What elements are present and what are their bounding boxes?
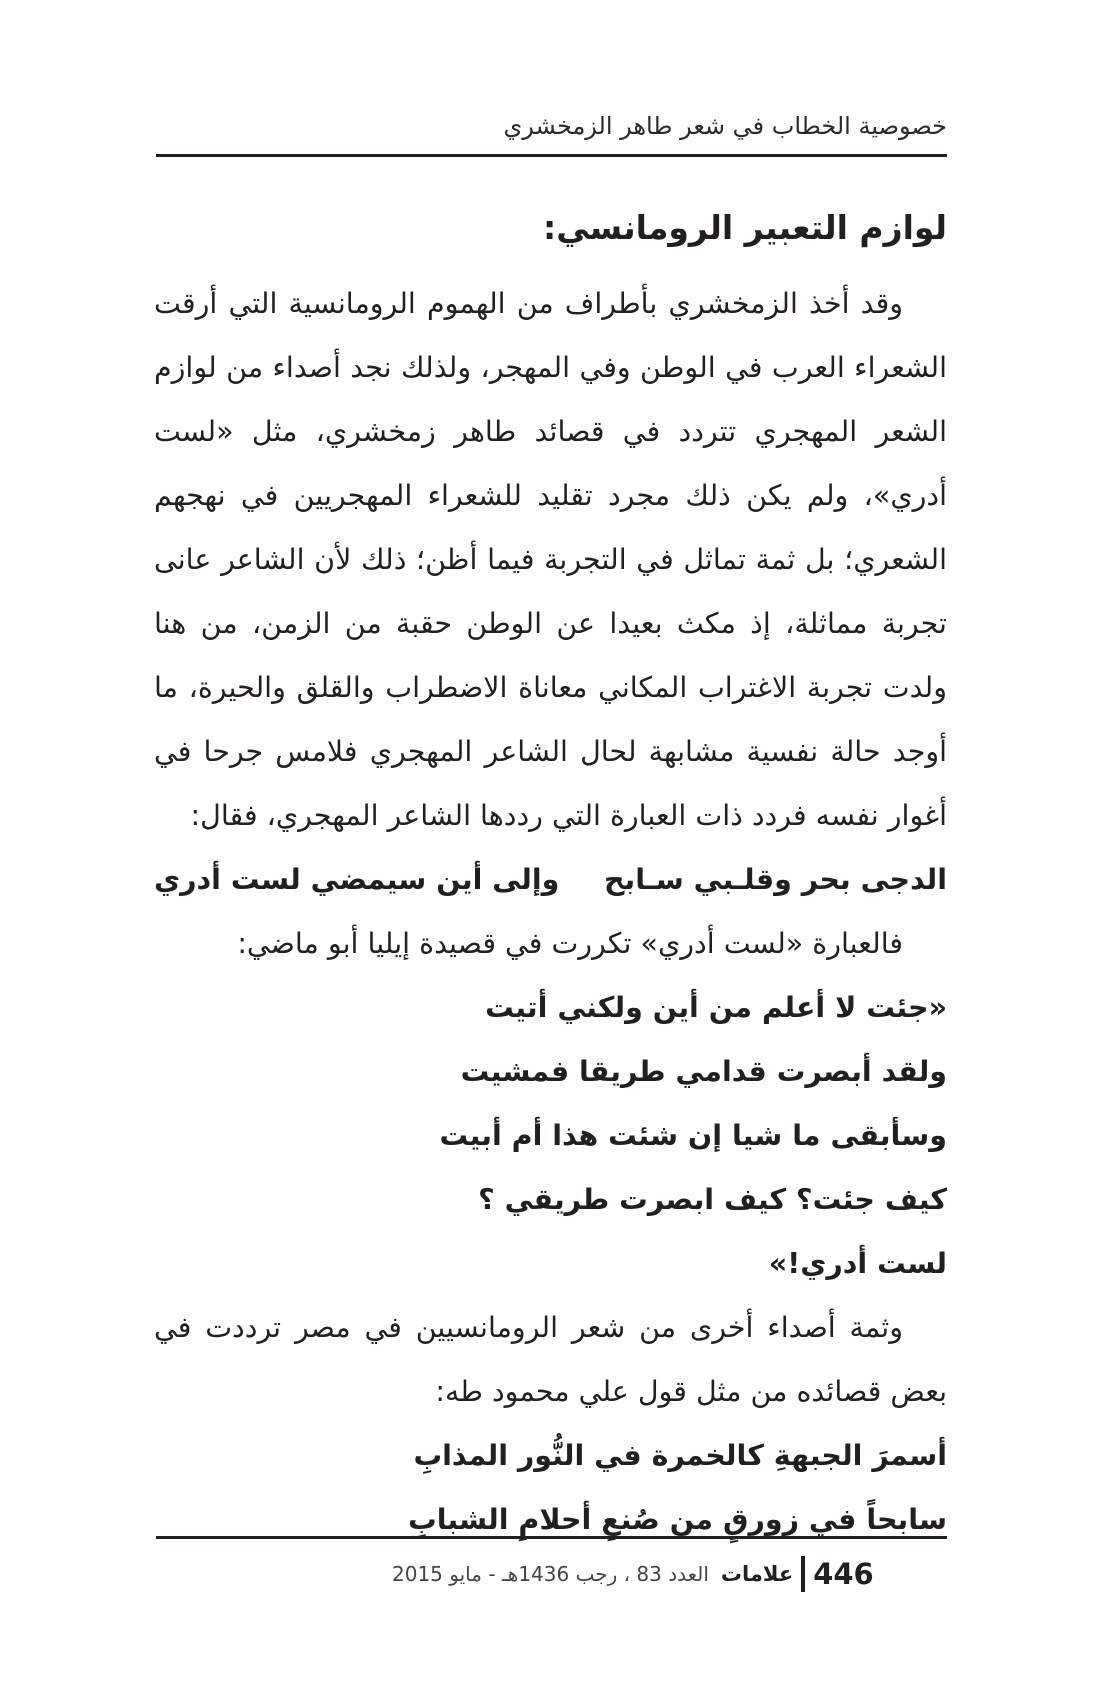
poem-line: كيف جئت؟ كيف ابصرت طريقي ؟ — [478, 1183, 947, 1216]
header-rule — [156, 154, 947, 157]
page-footer — [392, 1552, 874, 1596]
text-line: وثمة أصداء أخرى من شعر الرومانسيين في مصر ترددت في — [154, 1311, 903, 1344]
text-line: أدري»، ولم يكن ذلك مجرد تقليد للشعراء المهجريين في نهجهم — [154, 479, 947, 512]
paragraph: فالعبارة «لست أدري» تكررت في قصيدة إيليا أبو ماضي: — [237, 927, 903, 960]
article-body — [154, 272, 947, 1552]
text-line: فلامس جرحا في أغوار نفسه فردد ذات العبارة التي رددها الشاعر — [154, 735, 947, 832]
verse-line: سابحاً في زورقٍ من صُنعِ أحلامِ الشبابِ — [408, 1503, 947, 1536]
page-number: 446 — [813, 1557, 874, 1591]
section-heading: لوازم التعبير الرومانسي: — [543, 208, 947, 247]
verse-first-hemistich: الدجى بحر وقلـبي سـابح — [604, 863, 947, 896]
text-line: أرقت الشعراء العرب في الوطن وفي المهجر، ولذلك نجد أصداء من — [154, 287, 947, 384]
paragraph — [154, 1296, 947, 1424]
poem-line: «جئت لا أعلم من أين ولكني أتيت — [485, 991, 947, 1024]
text-line: وقد أخذ الزمخشري بأطراف من الهموم الرومانسية التي — [228, 287, 904, 320]
running-header: خصوصية الخطاب في شعر طاهر الزمخشري — [503, 112, 947, 140]
verse-line: أسمرَ الجبهةِ كالخمرة في النُّور المذابِ — [413, 1439, 947, 1472]
footer-divider — [801, 1556, 805, 1592]
poem-line: لست أدري!» — [768, 1247, 947, 1280]
text-line: والحيرة، ما أوجد حالة نفسية مشابهة لحال الشاعر المهجري — [154, 671, 948, 768]
text-line: لوازم الشعر المهجري تتردد في قصائد طاهر زمخشري، مثل «لست — [154, 351, 947, 448]
paragraph — [154, 272, 947, 848]
text-line: بعض قصائده من مثل قول علي محمود طه: — [435, 1375, 947, 1408]
footer-rule — [156, 1536, 947, 1539]
text-line: من هنا ولدت تجربة الاغتراب المكاني معاناة الاضطراب والقلق — [154, 607, 947, 704]
verse-couplet — [154, 848, 947, 912]
text-line: المهجري، فقال: — [190, 799, 379, 832]
text-line: الشعري؛ بل ثمة تماثل في التجربة فيما أظن؛ ذلك لأن الشاعر — [221, 543, 948, 576]
verse-second-hemistich: وإلى أين سيمضي لست أدري — [154, 863, 560, 896]
issue-info: العدد 83 ، رجب 1436هـ - مايو 2015 — [392, 1562, 709, 1586]
poem-line: ولقد أبصرت قدامي طريقا فمشيت — [460, 1055, 947, 1088]
poem-line: وسأبقى ما شيا إن شئت هذا أم أبيت — [439, 1119, 947, 1152]
journal-logo: علامات — [720, 1562, 794, 1586]
text-line: عانى تجربة مماثلة، إذ مكث بعيدا عن الوطن حقبة من الزمن، — [154, 543, 947, 640]
